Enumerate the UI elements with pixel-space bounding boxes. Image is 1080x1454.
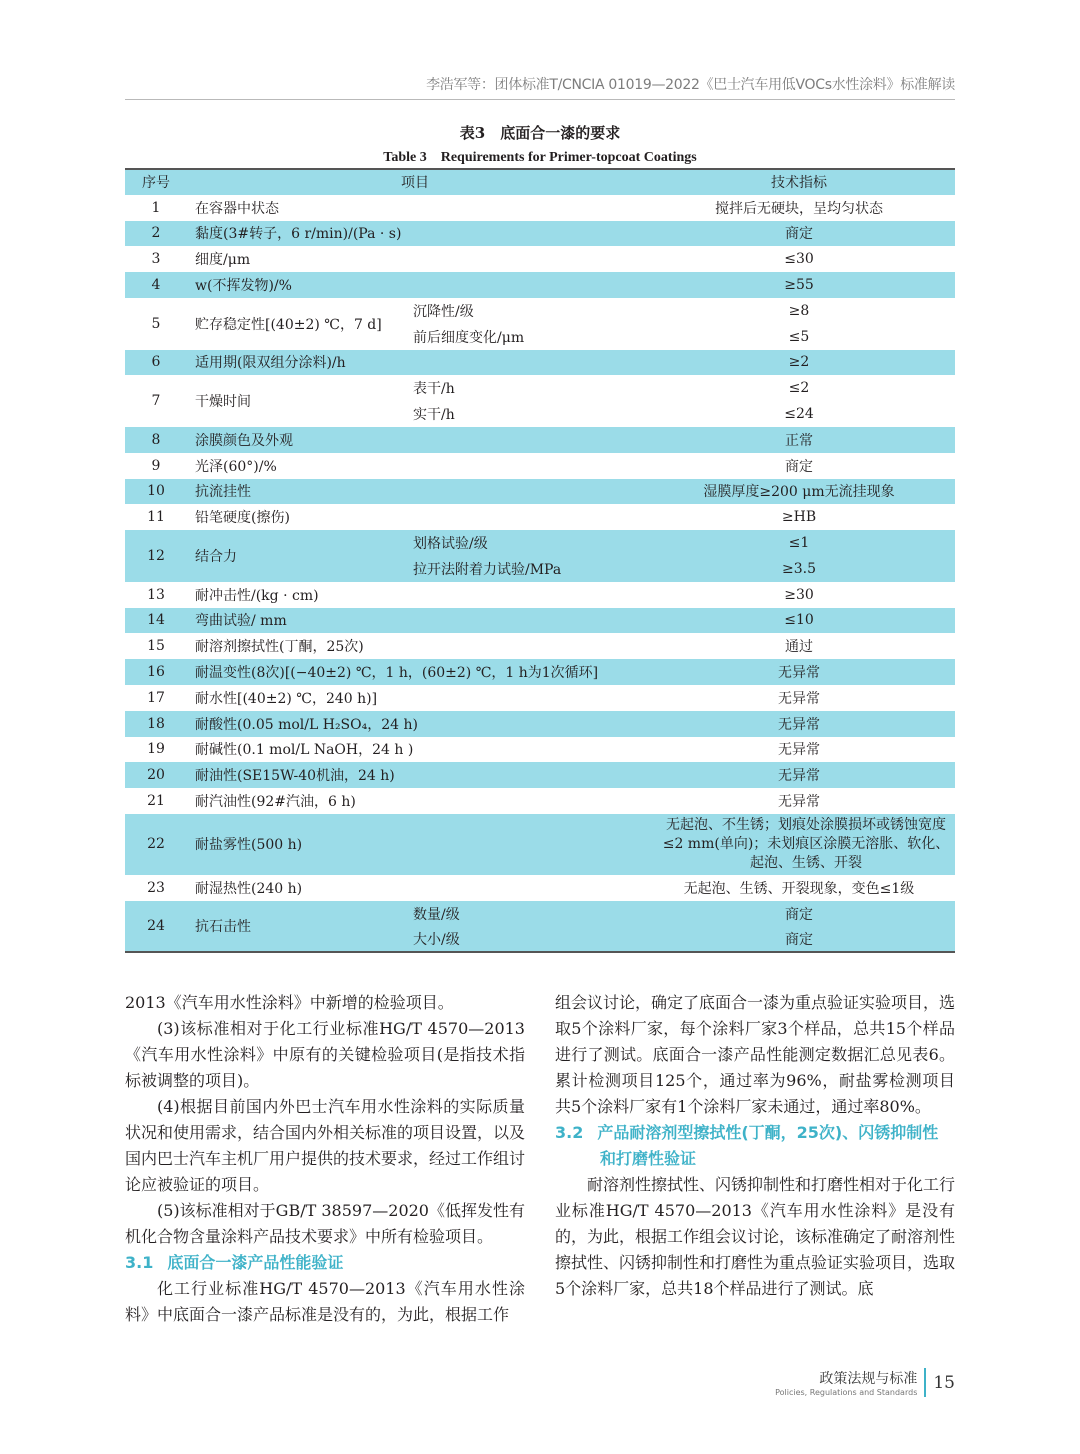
paragraph: (4)根据目前国内外巴士汽车用水性涂料的实际质量状况和使用需求，结合国内外相关标准的项目设置，以及国内巴士汽车主机厂用户提供的技术要求，经过工作组讨论应被验证的项目。 bbox=[125, 1097, 526, 1194]
row-item: 耐盐雾性(500 h) bbox=[187, 814, 643, 875]
row-value: 无异常 bbox=[643, 711, 955, 737]
row-value: 商定 bbox=[643, 221, 955, 247]
row-no: 13 bbox=[147, 586, 165, 603]
table-row bbox=[125, 453, 955, 479]
row-no: 2 bbox=[125, 221, 187, 247]
row-no: 6 bbox=[125, 350, 187, 376]
row-subitem: 拉开法附着力试验/MPa bbox=[413, 556, 643, 582]
table-row bbox=[125, 814, 955, 875]
row-no: 19 bbox=[147, 741, 165, 758]
row-value: ≤24 bbox=[784, 406, 814, 423]
row-no: 9 bbox=[151, 457, 161, 474]
row-item: w(不挥发物)/% bbox=[187, 272, 643, 298]
footer-section-en: Policies, Regulations and Standards bbox=[775, 1388, 918, 1397]
section-heading-3-1 bbox=[125, 1250, 525, 1276]
section-title: 底面合一漆产品性能验证 bbox=[167, 1253, 344, 1272]
row-item: 铅笔硬度(擦伤) bbox=[195, 510, 290, 527]
table-row bbox=[125, 875, 955, 901]
row-value: 无异常 bbox=[643, 659, 955, 685]
row-no: 17 bbox=[147, 689, 165, 706]
row-item: 在容器中状态 bbox=[195, 200, 279, 217]
row-subitem: 沉降性/级 bbox=[413, 303, 474, 320]
row-no: 1 bbox=[151, 199, 161, 216]
row-no: 21 bbox=[147, 793, 165, 810]
row-item: 耐酸性(0.05 mol/L H₂SO₄，24 h) bbox=[187, 711, 643, 737]
row-value: ≥2 bbox=[643, 350, 955, 376]
table-row bbox=[125, 504, 955, 530]
table-row bbox=[125, 685, 955, 711]
row-value: 无起泡、生锈、开裂现象，变色≤1级 bbox=[683, 880, 915, 897]
row-no: 23 bbox=[147, 879, 165, 896]
section-number: 3.2 bbox=[555, 1123, 584, 1142]
table-row bbox=[125, 737, 955, 763]
table-row bbox=[125, 272, 955, 298]
row-value: 无异常 bbox=[778, 690, 820, 707]
row-value: ≤30 bbox=[784, 251, 814, 268]
row-value: 无异常 bbox=[778, 794, 820, 811]
page-number: 15 bbox=[933, 1372, 955, 1393]
row-no: 22 bbox=[125, 814, 187, 875]
header-value: 技术指标 bbox=[643, 169, 955, 195]
row-no: 4 bbox=[125, 272, 187, 298]
row-no: 14 bbox=[125, 608, 187, 634]
row-value: 通过 bbox=[785, 639, 813, 656]
row-subitem: 划格试验/级 bbox=[413, 530, 643, 556]
table-row bbox=[125, 298, 955, 324]
table-row bbox=[125, 195, 955, 221]
row-value: ≤10 bbox=[643, 608, 955, 634]
row-item: 结合力 bbox=[187, 530, 413, 582]
row-no: 3 bbox=[151, 251, 161, 268]
table-row bbox=[125, 582, 955, 608]
table-row bbox=[125, 633, 955, 659]
row-item: 耐汽油性(92#汽油，6 h) bbox=[195, 794, 356, 811]
row-no: 5 bbox=[151, 315, 161, 332]
row-value: 正常 bbox=[643, 427, 955, 453]
row-item: 耐水性[(40±2) ℃，240 h)] bbox=[195, 690, 378, 707]
paragraph: (3)该标准相对于化工行业标准HG/T 4570—2013《汽车用水性涂料》中原有的关键检验项目(是指技术指标被调整的项目)。 bbox=[125, 1019, 525, 1090]
header-no: 序号 bbox=[125, 169, 187, 195]
row-item: 细度/μm bbox=[195, 252, 251, 269]
table-row bbox=[125, 762, 955, 788]
header-item: 项目 bbox=[187, 169, 643, 195]
row-item: 抗流挂性 bbox=[187, 479, 643, 505]
row-item: 耐冲击性/(kg · cm) bbox=[195, 587, 319, 604]
row-item: 耐碱性(0.1 mol/L NaOH，24 h ) bbox=[195, 742, 414, 759]
table-row bbox=[125, 246, 955, 272]
table-row bbox=[125, 350, 955, 376]
row-no: 10 bbox=[125, 479, 187, 505]
table-row bbox=[125, 427, 955, 453]
row-subitem: 实干/h bbox=[413, 407, 455, 424]
requirements-table bbox=[125, 168, 955, 953]
section-number: 3.1 bbox=[125, 1253, 154, 1272]
row-value: 无异常 bbox=[778, 742, 820, 759]
row-item: 适用期(限双组分涂料)/h bbox=[187, 350, 643, 376]
row-item: 耐溶剂擦拭性(丁酮，25次) bbox=[195, 639, 364, 656]
footer-section-zh: 政策法规与标准 bbox=[819, 1371, 918, 1387]
row-value: ≥HB bbox=[781, 509, 817, 526]
row-no: 11 bbox=[147, 509, 165, 526]
section-title-continued: 和打磨性验证 bbox=[600, 1149, 697, 1168]
table-row bbox=[125, 711, 955, 737]
row-no: 24 bbox=[125, 901, 187, 953]
left-column bbox=[125, 990, 525, 1328]
footer-section bbox=[775, 1368, 926, 1397]
row-item: 弯曲试验/ mm bbox=[187, 608, 643, 634]
table-caption-en: Table 3 Requirements for Primer-topcoat Coatings bbox=[383, 150, 697, 165]
right-column bbox=[555, 990, 955, 1302]
paragraph: 2013《汽车用水性涂料》中新增的检验项目。 bbox=[125, 993, 454, 1012]
paragraph: (5)该标准相对于GB/T 38597—2020《低挥发性有机化合物含量涂料产品技术要求》中所有检验项目。 bbox=[125, 1201, 525, 1246]
row-no: 20 bbox=[125, 762, 187, 788]
table-row bbox=[125, 375, 955, 401]
section-title: 产品耐溶剂型擦拭性(丁酮，25次)、闪锈抑制性 bbox=[597, 1123, 939, 1142]
row-no: 18 bbox=[125, 711, 187, 737]
row-item: 抗石击性 bbox=[187, 901, 413, 953]
table-row bbox=[125, 479, 955, 505]
paragraph: 组会议讨论，确定了底面合一漆为重点验证实验项目，选取5个涂料厂家，每个涂料厂家3个样品，总共15个样品进行了测试。底面合一漆产品性能测定数据汇总见表6。累计检测项目125个，通过率为96%，耐盐雾检测项目共5个涂料厂家有1个涂料厂家未通过，通过率80%。 bbox=[555, 993, 956, 1116]
row-no: 7 bbox=[151, 393, 161, 410]
row-value: 搅拌后无硬块，呈均匀状态 bbox=[715, 200, 883, 217]
row-subitem: 前后细度变化/μm bbox=[413, 329, 525, 346]
row-value: ≤5 bbox=[788, 328, 810, 345]
table-row bbox=[125, 221, 955, 247]
row-value: ≤2 bbox=[788, 380, 810, 397]
row-item: 耐温变性(8次)[(−40±2) ℃，1 h，(60±2) ℃，1 h为1次循环] bbox=[187, 659, 643, 685]
running-header: 李浩军等：团体标准T/CNCIA 01019—2022《巴士汽车用低VOCs水性涂料》标准解读 bbox=[125, 74, 955, 100]
row-value: ≥3.5 bbox=[643, 556, 955, 582]
paragraph: 化工行业标准HG/T 4570—2013《汽车用水性涂料》中底面合一漆产品标准是没有的，为此，根据工作 bbox=[125, 1279, 525, 1324]
section-heading-3-2 bbox=[555, 1120, 955, 1172]
row-value: ≥8 bbox=[788, 302, 810, 319]
row-no: 15 bbox=[147, 638, 165, 655]
row-item: 耐油性(SE15W-40机油，24 h) bbox=[187, 762, 643, 788]
page-footer bbox=[775, 1368, 955, 1397]
table-row bbox=[125, 901, 955, 927]
table-row bbox=[125, 530, 955, 556]
row-item: 干燥时间 bbox=[195, 394, 251, 411]
row-value: ≥30 bbox=[784, 586, 814, 603]
table-row bbox=[125, 608, 955, 634]
row-no: 12 bbox=[125, 530, 187, 582]
table-row bbox=[125, 659, 955, 685]
row-value: ≤1 bbox=[643, 530, 955, 556]
row-item: 黏度(3#转子，6 r/min)/(Pa · s) bbox=[187, 221, 643, 247]
row-no: 16 bbox=[125, 659, 187, 685]
table-row bbox=[125, 788, 955, 814]
row-value: 无起泡、不生锈；划痕处涂膜损坏或锈蚀宽度≤2 mm(单向)；未划痕区涂膜无溶胀、软化、起泡、生锈、开裂 bbox=[643, 814, 955, 875]
row-value: 商定 bbox=[785, 458, 813, 475]
row-item: 光泽(60°)/% bbox=[195, 458, 277, 475]
row-item: 耐湿热性(240 h) bbox=[195, 880, 303, 897]
row-value: ≥55 bbox=[643, 272, 955, 298]
row-no: 8 bbox=[125, 427, 187, 453]
paragraph: 耐溶剂性擦拭性、闪锈抑制性和打磨性相对于化工行业标准HG/T 4570—2013《汽车用水性涂料》是没有的，为此，根据工作组会议讨论，该标准确定了耐溶剂性擦拭性、闪锈抑制性和打磨性为重点验证实验项目，选取5个涂料厂家，总共18个样品进行了测试。底 bbox=[555, 1175, 956, 1298]
row-item: 贮存稳定性[(40±2) ℃，7 d] bbox=[195, 316, 382, 333]
row-subitem: 数量/级 bbox=[413, 901, 643, 927]
row-value: 湿膜厚度≥200 μm无流挂现象 bbox=[643, 479, 955, 505]
row-item: 涂膜颜色及外观 bbox=[187, 427, 643, 453]
row-value: 商定 bbox=[643, 927, 955, 953]
table-caption-zh: 表3 底面合一漆的要求 bbox=[459, 124, 621, 142]
row-subitem: 表干/h bbox=[413, 381, 455, 398]
row-value: 商定 bbox=[643, 901, 955, 927]
row-value: 无异常 bbox=[643, 762, 955, 788]
row-subitem: 大小/级 bbox=[413, 927, 643, 953]
